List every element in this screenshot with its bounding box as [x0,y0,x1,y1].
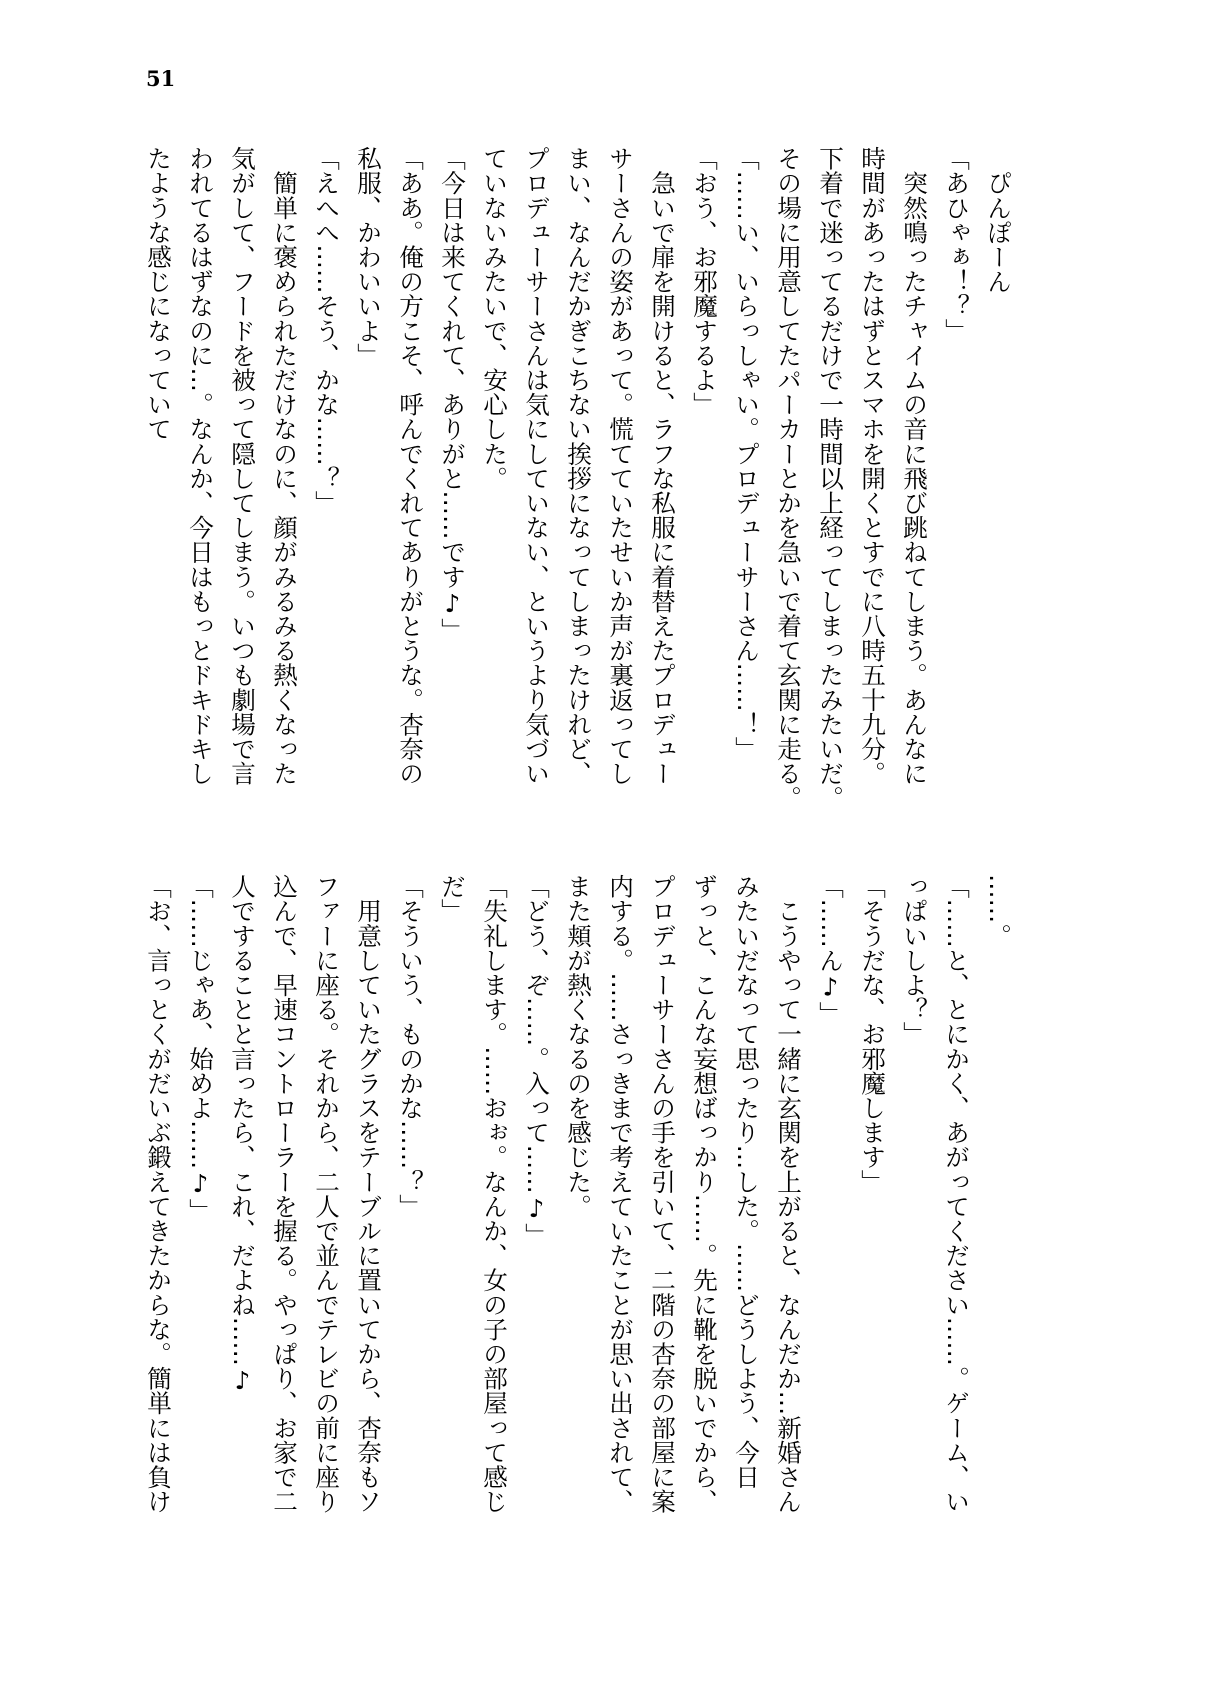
page-number: 51 [146,66,176,91]
text-column: その場に用意してたパーカーとかを急いで着て玄関に走る。 [774,146,803,811]
text-column: だ」 [438,874,467,924]
text-column: まい、なんだかぎこちない挨拶になってしまったけれど、 [564,146,593,786]
text-column: 「そういう、ものかな……？」 [396,874,425,1219]
text-column: ぴんぽーん [984,146,1013,294]
text-column: 簡単に褒められただけなのに、顔がみるみる熱くなった [270,146,299,786]
text-column: ……。 [984,874,1013,948]
text-block-bottom [137,874,1019,1554]
text-column: っぱいしよ？」 [900,874,929,1047]
text-column: たような感じになっていて [144,146,173,442]
text-column: また頬が熱くなるのを感じた。 [564,874,593,1219]
text-column: ファーに座る。それから、二人で並んでテレビの前に座り [312,874,341,1514]
text-column: 込んで、早速コントローラーを握る。やっぱり、お家で二 [270,874,299,1514]
text-column: 「えへへ……そう、かな……？」 [312,146,341,515]
text-column: プロデューサーさんは気にしていない、というより気づい [522,146,551,786]
text-column: 急いで扉を開けると、ラフな私服に着替えたプロデュー [648,146,677,786]
text-column: 「あひゃぁ！？」 [942,146,971,343]
text-column: 「そうだな、お邪魔します」 [858,874,887,1194]
text-column: プロデューサーさんの手を引いて、二階の杏奈の部屋に案 [648,874,677,1514]
text-column: 「……と、とにかく、あがってください……。ゲーム、い [942,874,971,1514]
text-column: われてるはずなのに…。なんか、今日はもっとドキドキし [186,146,215,786]
text-column: ていないみたいで、安心した。 [480,146,509,491]
text-column: 「……じゃあ、始めよ……♪」 [186,874,215,1223]
text-column: 私服、かわいいよ」 [354,146,383,368]
text-block-top [137,146,1019,811]
text-column: 「……い、いらっしゃい。プロデューサーさん……！」 [732,146,761,761]
text-column: 時間があったはずとスマホを開くとすでに八時五十九分。 [858,146,887,786]
text-column: 「今日は来てくれて、ありがと……です♪」 [438,146,467,643]
text-column: 突然鳴ったチャイムの音に飛び跳ねてしまう。あんなに [900,146,929,786]
text-column: こうやって一緒に玄関を上がると、なんだか…新婚さん [774,874,803,1514]
text-column: 「おう、お邪魔するよ」 [690,146,719,417]
text-column: ずっと、こんな妄想ばっかり……。先に靴を脱いでから、 [690,874,719,1514]
text-column: 内する。……さっきまで考えていたことが思い出されて、 [606,874,635,1514]
text-column: 用意していたグラスをテーブルに置いてから、杏奈もソ [354,874,383,1514]
text-column: 「……ん♪」 [816,874,845,1026]
text-column: 「お、言っとくがだいぶ鍛えてきたからな。簡単には負け [144,874,173,1514]
text-column: サーさんの姿があって。慌てていたせいか声が裏返ってし [606,146,635,786]
text-column: 気がして、フードを被って隠してしまう。いつも劇場で言 [228,146,257,786]
text-column: みたいだなって思ったり…した。……どうしよう、今日 [732,874,761,1489]
text-column: 「ああ。俺の方こそ、呼んでくれてありがとうな。杏奈の [396,146,425,786]
text-column: 「失礼します。……おぉ。なんか、女の子の部屋って感じ [480,874,509,1514]
text-column: 下着で迷ってるだけで一時間以上経ってしまったみたいだ。 [816,146,845,811]
text-column: 「どう、ぞ……。入って……♪」 [522,874,551,1248]
text-column: 人ですることと言ったら、これ、だよね……♪ [228,874,257,1395]
